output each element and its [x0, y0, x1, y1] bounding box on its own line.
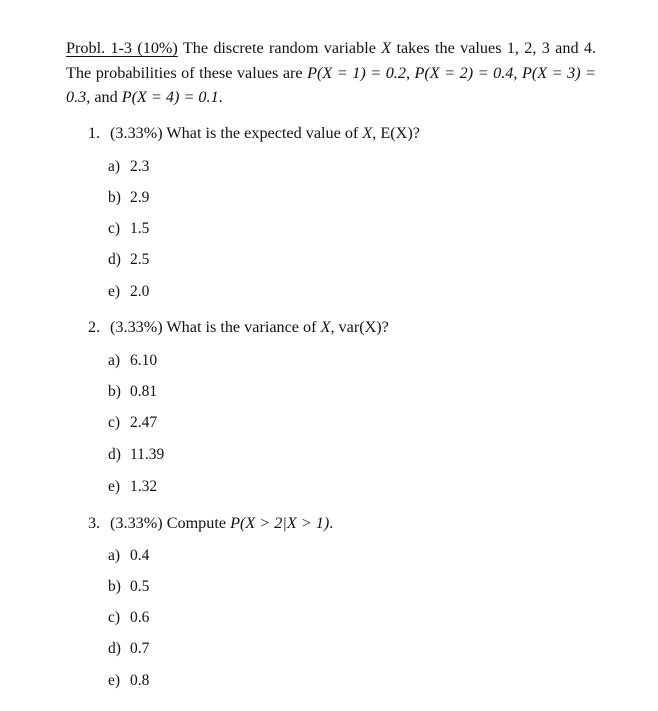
question-expression: P(X > 2|X > 1) [230, 514, 330, 532]
option-2d[interactable] [108, 446, 164, 464]
question-2 [88, 318, 389, 337]
problem-text-1: The discrete random variable [177, 39, 382, 57]
option-label: e) [108, 478, 121, 495]
question-weight: (3.33%) [110, 124, 163, 142]
option-1d[interactable] [108, 251, 149, 269]
question-3 [88, 514, 333, 533]
probability-3: P(X = 3) = 0.3 [66, 63, 597, 106]
option-label: b) [108, 578, 121, 595]
question-text-a: Compute [162, 514, 231, 532]
problem-text-2: takes the values 1, 2, 3 and 4. The probabilities of these values are [66, 39, 597, 82]
probability-2: P(X = 2) = 0.4 [414, 63, 514, 82]
question-number: 2. [88, 318, 101, 336]
question-text-b: , var(X)? [330, 318, 389, 336]
option-3e[interactable] [108, 672, 149, 690]
option-value: 2.0 [130, 283, 150, 300]
problem-end: . [218, 88, 223, 106]
option-value: 0.7 [130, 640, 150, 657]
option-3c[interactable] [108, 609, 149, 627]
option-value: 0.5 [130, 578, 150, 595]
option-value: 2.9 [130, 189, 150, 206]
option-value: 11.39 [130, 446, 165, 463]
question-variable: X [320, 318, 331, 336]
probability-sep-2: , [513, 63, 522, 82]
option-label: e) [108, 672, 121, 689]
question-text-a: What is the variance of [162, 318, 321, 336]
option-3a[interactable] [108, 547, 149, 565]
problem-label: Probl. 1-3 (10%) [66, 39, 178, 57]
option-value: 1.5 [130, 220, 150, 237]
question-text-b: . [329, 514, 334, 532]
problem-variable: X [381, 39, 392, 57]
question-weight: (3.33%) [110, 318, 163, 336]
question-1 [88, 124, 420, 143]
option-value: 0.4 [130, 547, 150, 564]
option-value: 1.32 [130, 478, 158, 495]
option-label: c) [108, 609, 121, 626]
probability-4: P(X = 4) = 0.1 [121, 88, 219, 106]
option-1e[interactable] [108, 283, 149, 301]
option-3d[interactable] [108, 640, 149, 658]
option-label: c) [108, 414, 121, 431]
option-label: b) [108, 383, 121, 400]
option-label: a) [108, 352, 121, 369]
probability-sep-1: , [405, 63, 415, 82]
question-weight: (3.33%) [110, 514, 163, 532]
probability-sep-3: , and [86, 88, 122, 106]
question-text-b: , E(X)? [372, 124, 420, 142]
question-text-a: What is the expected value of [162, 124, 363, 142]
option-label: d) [108, 446, 121, 463]
problem-statement [66, 36, 596, 110]
option-value: 0.8 [130, 672, 150, 689]
option-value: 2.5 [130, 251, 150, 268]
question-number: 1. [88, 124, 101, 142]
option-value: 6.10 [130, 352, 158, 369]
option-1a[interactable] [108, 158, 149, 176]
option-1b[interactable] [108, 189, 149, 207]
question-number: 3. [88, 514, 101, 532]
option-value: 0.81 [130, 383, 158, 400]
option-value: 0.6 [130, 609, 150, 626]
option-2b[interactable] [108, 383, 157, 401]
option-2e[interactable] [108, 478, 157, 496]
option-label: e) [108, 283, 121, 300]
option-2c[interactable] [108, 414, 157, 432]
question-variable: X [362, 124, 373, 142]
option-label: a) [108, 158, 121, 175]
probability-1: P(X = 1) = 0.2 [307, 63, 406, 82]
option-label: d) [108, 640, 121, 657]
option-label: b) [108, 189, 121, 206]
option-3b[interactable] [108, 578, 149, 596]
option-label: d) [108, 251, 121, 268]
option-label: c) [108, 220, 121, 237]
option-1c[interactable] [108, 220, 149, 238]
option-value: 2.3 [130, 158, 150, 175]
option-value: 2.47 [130, 414, 158, 431]
option-label: a) [108, 547, 121, 564]
option-2a[interactable] [108, 352, 157, 370]
